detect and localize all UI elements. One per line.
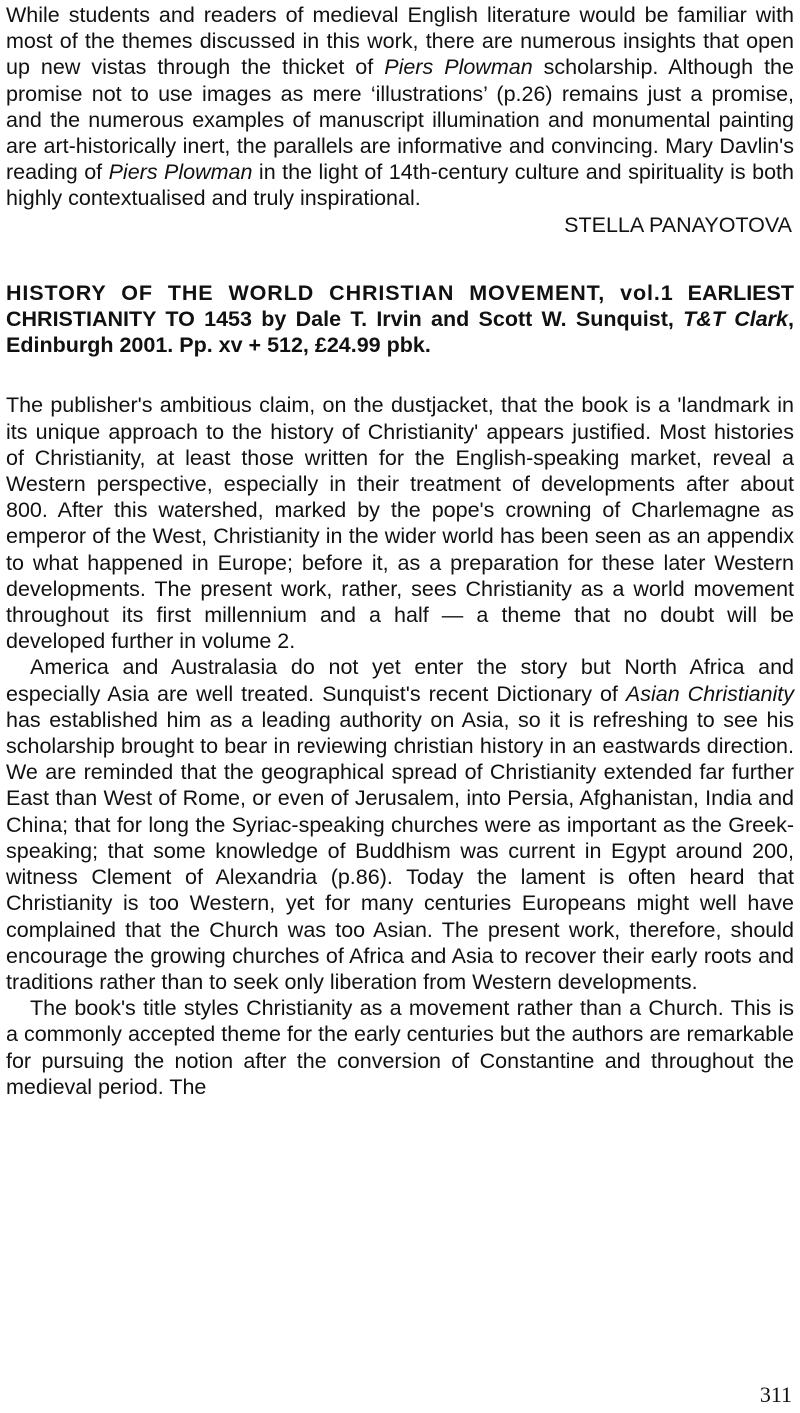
text-run: While students and readers of medieval English literature would be familiar with most of the themes discussed in this work, there are numerous insights that open up new vistas through the thicket of xyxy=(6,3,794,80)
body-paragraph-2 xyxy=(6,654,794,995)
document-page xyxy=(6,2,794,1100)
book-title: EARLIEST CHRISTIANITY TO 1453 xyxy=(6,280,794,332)
body-paragraph-3: The book's title styles Christianity as a movement rather than a Church. This is a commonly accepted theme for the early centuries but the authors are remarkable for pursuing the notion after the conversion of Constantine and throughout the medieval period. The xyxy=(6,996,794,1099)
review-heading xyxy=(6,280,794,359)
text-run: has established him as a leading authority on Asia, so it is refreshing to see his scholarship brought to bear in reviewing christian history in an eastwards direction. We are reminded that the geographical spread of Christianity extended far further East than West of Rome, or even of Jerusalem, into Persia, Afghanistan, India and China; that for long the Syriac-speaking churches were as important as the Greek-speaking; that some knowledge of Buddhism was current in Egypt around 200, witness Clement of Alexandria (p.86). Today the lament is often heard that Christianity is too Western, yet for many centuries Europeans might well have complained that the Church was too Asian. The present work, therefore, should encourage the growing churches of Africa and Asia to recover their early roots and traditions rather than to seek only liberation from Western developments. xyxy=(6,707,794,994)
italic-title: Piers Plowman xyxy=(108,160,253,185)
reviewer-signature: STELLA PANAYOTOVA xyxy=(564,212,792,237)
italic-title: Asian Christianity xyxy=(625,681,795,706)
italic-title: Piers Plowman xyxy=(384,55,533,80)
body-paragraph-1: The publisher's ambitious claim, on the dustjacket, that the book is a 'landmark in its unique approach to the history of Christianity' appears justified. Most histories of Christianity, at least those written for the English-speaking market, reveal a Western perspective, especially in their treatment of developments after about 800. After this watershed, marked by the pope's crowning of Charlemagne as emperor of the West, Christianity in the wider world has been seen as an appendix to what happened in Europe; before it, as a preparation for these later Western developments. The present work, rather, sees Christianity as a world movement throughout its first millennium and a half — a theme that no doubt will be developed further in volume 2. xyxy=(6,393,794,654)
series-title: HISTORY OF THE WORLD CHRISTIAN MOVEMENT, vol.1 xyxy=(6,280,674,305)
page-number: 311 xyxy=(759,1382,792,1407)
text-run: America and Australasia do not yet enter the story but North Africa and especially Asia are well treated. Sunquist's recent Dictionary of xyxy=(6,655,794,706)
text-run: scholarship. Although the promise not to use images as mere ‘illustrations’ (p.26) remains just a promise, and the numerous examples of manuscript illumination and monumental painting are art-historically inert, the parallels are informative and convincing. Mary Davlin's reading of xyxy=(6,55,794,185)
text-run: in the light of 14th-century culture and spirituality is both highly contextualised and truly inspirational. xyxy=(6,160,794,211)
previous-review-paragraph xyxy=(6,2,794,212)
book-authors: by Dale T. Irvin and Scott W. Sunquist, xyxy=(261,307,674,332)
book-publisher: T&T Clark xyxy=(683,307,788,332)
publication-details: , Edinburgh 2001. Pp. xv + 512, £24.99 pbk. xyxy=(6,307,794,358)
